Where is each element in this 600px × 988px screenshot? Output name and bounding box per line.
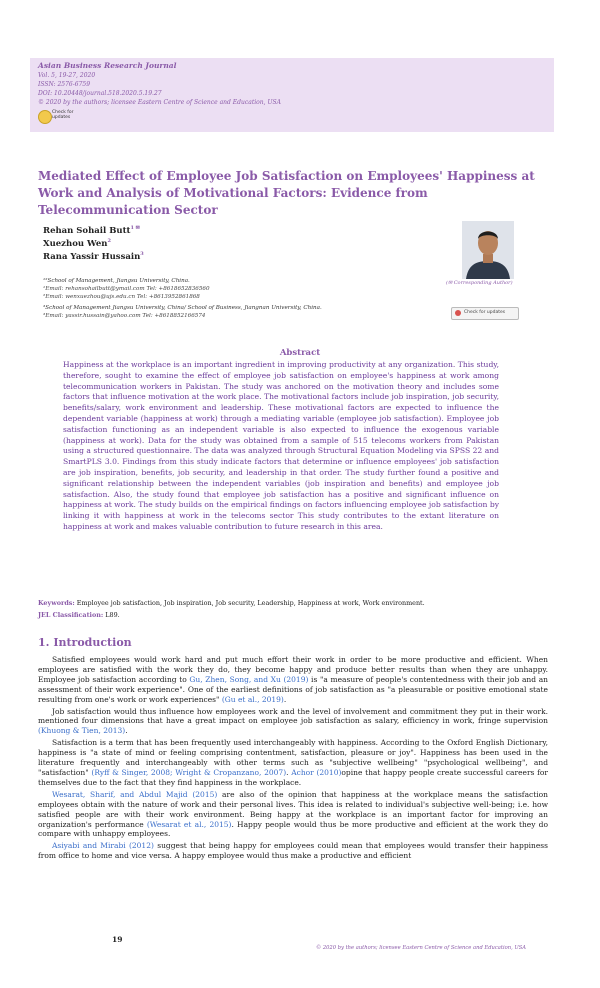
check-updates-label: Check for updates	[464, 310, 506, 315]
section-heading-introduction: 1. Introduction	[38, 636, 132, 649]
check-updates-icon	[455, 310, 461, 316]
page-number: 19	[112, 935, 123, 944]
citation-link[interactable]: (Ryff & Singer, 2008; Wright & Cropanzano, 2007)	[91, 767, 287, 777]
crossmark-label: Check for updates	[52, 110, 74, 120]
check-for-updates-button[interactable]	[451, 307, 519, 320]
author-1: Rehan Sohail Butt$^{1 ✉}$	[43, 225, 140, 236]
affiliation-email-1[interactable]: ¹Email: rehansohailbutt@ymail.com Tel: +8618652836560	[43, 286, 210, 292]
paragraph: Satisfied employees would work hard and put much effort their work in order to be more productive and efficient. When employees are satisfied with the work they do, they become happy and produce better results than when they are unhappy. Employee job satisfaction according to Gu, Zhen, Song, and Xu (2019) is "a measure of people's contentedness with their job and an assessment of their work experience". One of the earliest definitions of job satisfaction as "a pleasurable or positive emotional state resulting from one's work or work experiences" (Gu et al., 2019).	[38, 655, 548, 704]
footer-copyright: © 2020 by the authors; licensee Eastern Centre of Science and Education, USA	[316, 945, 527, 951]
corresponding-author-caption: (✉ Corresponding Author)	[446, 280, 513, 286]
journal-volume: Vol. 5, 19-27, 2020	[38, 72, 96, 79]
author-3: Rana Yassir Hussain$^3$	[43, 251, 144, 262]
citation-link[interactable]: (Wesarat et al., 2015)	[146, 819, 232, 829]
citation-link[interactable]: (Khuong & Tien, 2013)	[38, 726, 126, 736]
article-title: Mediated Effect of Employee Job Satisfaction on Employees' Happiness at Work and Analysis of Motivational Factors: Evidence from Telecommunication Sector	[38, 169, 535, 217]
author-photo	[462, 221, 514, 279]
citation-link[interactable]: Gu, Zhen, Song, and Xu (2019)	[189, 674, 309, 684]
citation-link[interactable]: Achor (2010)	[291, 767, 342, 777]
citation-link[interactable]: (Gu et al., 2019)	[221, 694, 284, 704]
paragraph: Wesarat, Sharif, and Abdul Majid (2015) are also of the opinion that happiness at the workplace means the satisfaction employees obtain with the nature of work and their personal lives. This idea is related to individual's subjective well-being; i.e. how satisfied people are with their work environment. Being happy at the workplace is an important factor for improving an organization's performance (Wesarat et al., 2015). Happy people would thus be more productive and efficient at the work they do compare with unhappy employees.	[38, 789, 549, 839]
abstract-heading: Abstract	[279, 348, 321, 358]
citation-link[interactable]: Wesarat, Sharif, and Abdul Majid (2015)	[52, 789, 218, 799]
abstract-body: Happiness at the workplace is an important ingredient in improving productivity at any organization. This study, therefore, sought to examine the effect of employee job satisfaction on employee's happiness at work among telecommunication workers in Pakistan. The study was anchored on the motivation theory and includes some factors that influence motivation at the work place. The motivational factors include job inspiration, job security, benefits/salary, work environment and leadership. These motivational factors are expected to influence the dependent variable (happiness at work) through a mediating variable (employee job satisfaction). Employee job satisfaction functioning as an independent variable is also expected to influence the exogenous variable (happiness at work). Data for the study was obtained from a sample of 515 telecoms workers from Pakistan using a structured questionnaire. The data was analyzed through Structural Equation Modeling via SPSS 22 and SmartPLS 3.0. Findings from this study indicate factors that determine or influence employees' job satisfaction are job inspiration, benefits, job security, and leadership in that order. The study further found a positive and significant relationship between the independent variables (job inspiration and benefits) and employee job satisfaction. Also, the study found that employee job satisfaction has a positive and significant influence on happiness at work. The study builds on the empirical findings on factors influencing employee job satisfaction by linking it with happiness at work in the telecoms sector This study contributes to the extant literature on happiness at work and makes valuable contribution to future research in this area.	[63, 360, 499, 531]
affiliation-3: ³School of Management Jiangsu University, China/ School of Business, Jiangnan University, China.	[43, 305, 322, 311]
crossmark-icon	[38, 110, 52, 124]
journal-doi[interactable]: DOI: 10.20448/journal.518.2020.5.19.27	[38, 90, 162, 97]
journal-name: Asian Business Research Journal	[38, 61, 177, 70]
author-2: Xuezhou Wen$^2$	[43, 238, 111, 249]
journal-issn: ISSN: 2576-6759	[38, 81, 91, 88]
affiliation-email-2[interactable]: ²Email: wenxuezhou@ujs.edu.cn Tel: +8613952861868	[43, 294, 200, 300]
citation-link[interactable]: Asiyabi and Mirabi (2012)	[52, 841, 154, 851]
introduction-body	[38, 655, 548, 863]
journal-copyright: © 2020 by the authors; licensee Eastern Centre of Science and Education, USA	[38, 99, 281, 106]
affiliation-email-3[interactable]: ³Email: yassir.hussain@yahoo.com Tel: +8618852166574	[43, 313, 206, 319]
keywords: Keywords: Employee job satisfaction, Job inspiration, Job security, Leadership, Happiness at work, Work environment.	[38, 599, 425, 607]
paragraph: Asiyabi and Mirabi (2012) suggest that being happy for employees could mean that employees would transfer their happiness from office to home and vice versa. A happy employee would thus make a productive and efficient	[38, 841, 548, 861]
crossmark-button[interactable]	[38, 109, 76, 123]
affiliation-1: ¹²School of Management, Jiangsu University, China.	[43, 278, 190, 284]
paragraph: Satisfaction is a term that has been frequently used interchangeably with happiness. According to the Oxford English Dictionary, happiness is "a state of mind or feeling comprising contentment, satisfaction, pleasure or joy". Happiness has been used in the literature frequently and interchangeably with other terms such as "subjective wellbeing" "psychological wellbeing", and "satisfaction" (Ryff & Singer, 2008; Wright & Cropanzano, 2007). Achor (2010)opine that happy people create successful careers for themselves due to the fact that they find happiness in the workplace.	[38, 738, 548, 787]
paragraph: Job satisfaction would thus influence how employees work and the level of involvement and commitment they put in their work. mentioned four dimensions that have a great impact on employee job satisfaction as salary, efficiency in work, fringe supervision (Khuong & Tien, 2013).	[38, 706, 548, 736]
jel-classification: JEL Classification: L89.	[38, 611, 120, 619]
